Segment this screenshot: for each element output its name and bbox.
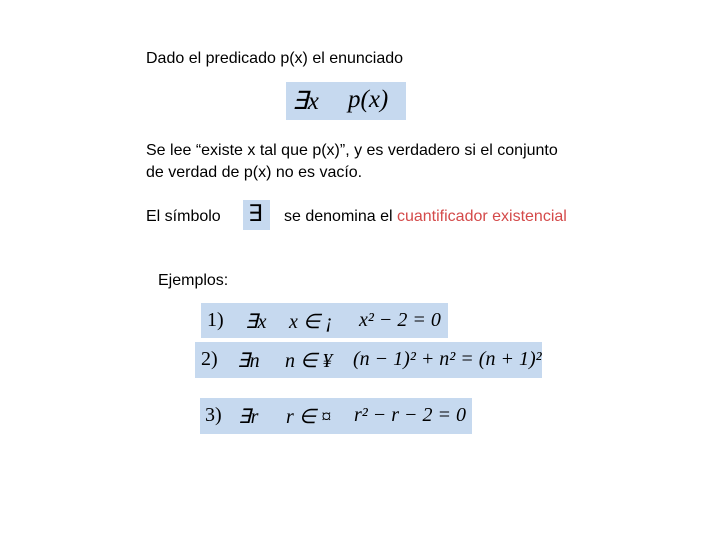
- main-formula: [286, 82, 406, 120]
- example-2-formula: [195, 342, 542, 378]
- symbol-sentence-text: se denomina el: [284, 208, 397, 225]
- main-formula-quantifier: ∃x: [292, 88, 319, 115]
- example-2-domain: n ∈ ¥: [285, 350, 333, 372]
- example-1-number: 1): [207, 309, 224, 331]
- symbol-sentence-prefix: El símbolo: [146, 208, 221, 225]
- example-3-number: 3): [205, 404, 222, 426]
- examples-label: Ejemplos:: [158, 272, 229, 289]
- example-1-domain: x ∈ ¡: [289, 311, 334, 333]
- example-3-quantifier: ∃r: [238, 406, 259, 428]
- example-2-quantifier: ∃n: [237, 350, 260, 372]
- main-formula-predicate: p(x): [348, 86, 389, 113]
- example-3-domain: r ∈ ¤: [286, 406, 332, 428]
- example-1-quantifier: ∃x: [245, 311, 267, 333]
- example-3-formula: [200, 398, 472, 434]
- example-1-equation: x² − 2 = 0: [359, 309, 441, 331]
- description-line-1: Se lee “existe x tal que p(x)”, y es verdadero si el conjunto: [146, 142, 558, 159]
- intro-text: Dado el predicado p(x) el enunciado: [146, 50, 404, 67]
- existential-symbol: ∃: [248, 201, 263, 226]
- symbol-sentence-suffix: [284, 206, 567, 227]
- example-2-equation: (n − 1)² + n² = (n + 1)²: [353, 348, 542, 370]
- example-1-formula: [201, 303, 448, 338]
- existential-quantifier-term: cuantificador existencial: [396, 208, 567, 225]
- description-line-2: de verdad de p(x) no es vacío.: [146, 164, 363, 181]
- example-3-equation: r² − r − 2 = 0: [354, 404, 467, 426]
- existential-symbol-box: [243, 200, 270, 230]
- example-2-number: 2): [201, 348, 218, 370]
